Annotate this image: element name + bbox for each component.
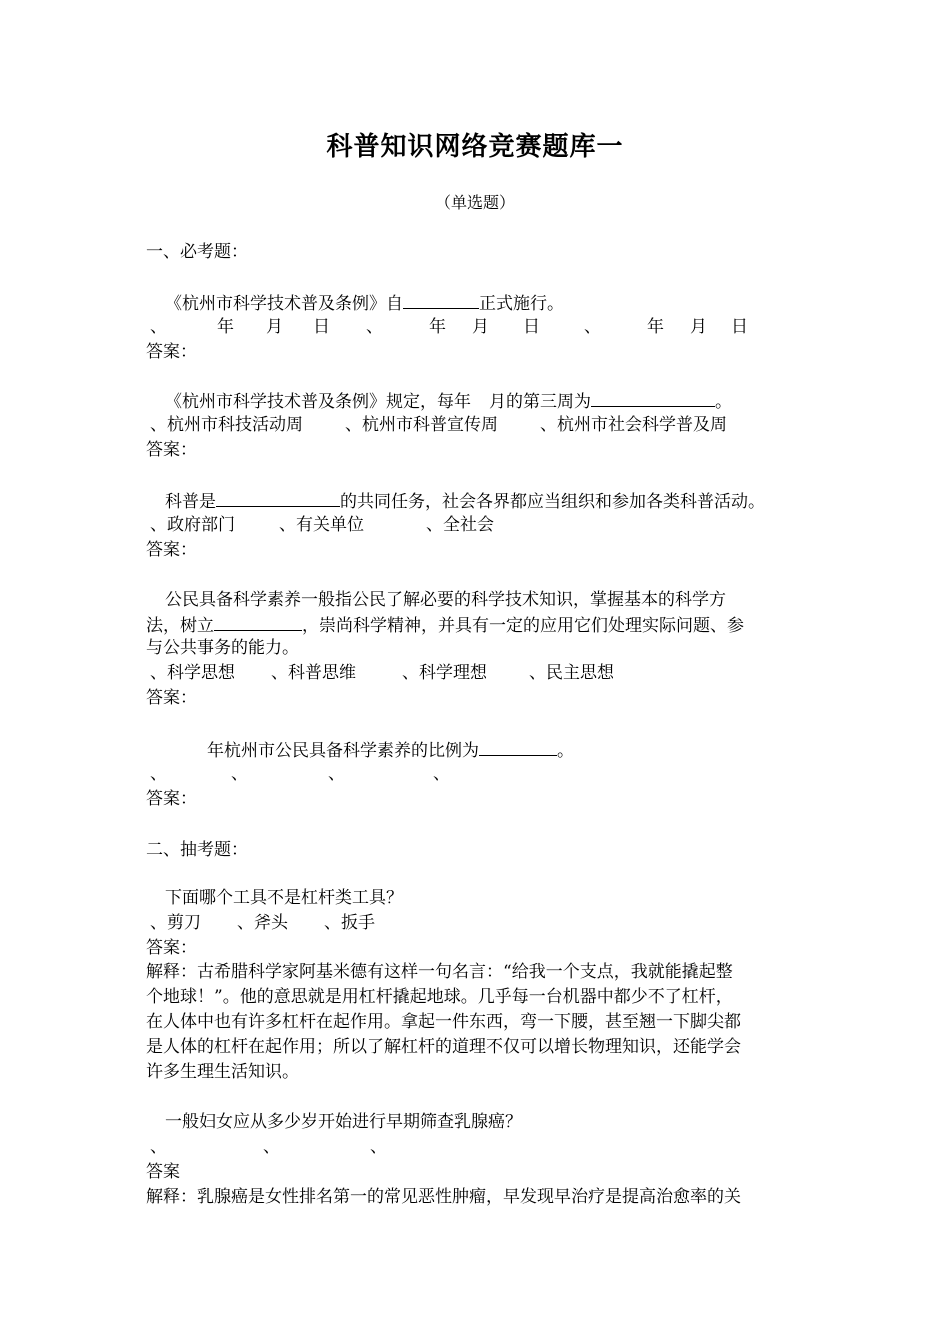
question-1-blank[interactable] — [403, 290, 479, 309]
q5-option-b-marker: 、 — [231, 764, 248, 784]
question-6-explain-5: 许多生理生活知识。 — [146, 1062, 299, 1082]
q1-option-b-year: 年 — [429, 317, 446, 337]
q4-option-b: 、科普思维 — [271, 663, 356, 683]
question-2-text — [165, 388, 732, 414]
q1-option-b-month: 月 — [472, 317, 489, 337]
q1-option-a-day: 日 — [313, 317, 330, 337]
question-6-explain-4: 是人体的杠杆在起作用；所以了解杠杆的道理不仅可以增长物理知识，还能学会 — [146, 1037, 741, 1057]
question-7-options — [150, 1135, 387, 1159]
q6-option-b: 、斧头 — [237, 913, 288, 933]
question-4-line-2 — [146, 612, 744, 638]
question-4-part-a: 法，树立 — [146, 616, 214, 636]
q6-option-a: 、剪刀 — [150, 913, 201, 933]
q3-option-a: 、政府部门 — [150, 515, 235, 535]
question-5-options — [150, 762, 450, 786]
q4-option-a: 、科学思想 — [150, 663, 235, 683]
question-4-part-b: ，崇尚科学精神，并具有一定的应用它们处理实际问题、参 — [302, 616, 744, 636]
document-subtitle: （单选题） — [434, 193, 515, 212]
question-3-text — [165, 488, 765, 514]
q5-option-d-marker: 、 — [433, 764, 450, 784]
question-3-options — [150, 513, 494, 537]
q7-option-c-marker: 、 — [370, 1137, 387, 1157]
question-2-options — [150, 413, 727, 437]
question-5-blank[interactable] — [479, 737, 557, 756]
q1-option-c-marker: 、 — [584, 317, 601, 337]
question-6-explain-2: 个地球！”。他的意思就是用杠杆撬起地球。几乎每一台机器中都少不了杠杆， — [146, 987, 733, 1007]
question-1-part-a: 《杭州市科学技术普及条例》自 — [165, 294, 403, 314]
question-1-answer: 答案： — [146, 342, 197, 362]
question-2-part-c: 。 — [715, 392, 732, 412]
question-3-part-a: 科普是 — [165, 492, 216, 512]
q4-option-c: 、科学理想 — [402, 663, 487, 683]
q1-option-a-marker: 、 — [150, 317, 167, 337]
question-5-text — [207, 737, 574, 763]
q2-option-b: 、杭州市科普宣传周 — [345, 415, 498, 435]
section-heading-random: 二、抽考题： — [146, 840, 248, 860]
question-6-explain-1: 解释：古希腊科学家阿基米德有这样一句名言：“给我一个支点，我就能撬起整 — [146, 962, 733, 982]
q1-option-b-marker: 、 — [366, 317, 383, 337]
question-4-answer: 答案： — [146, 688, 197, 708]
q5-option-a-marker: 、 — [150, 764, 167, 784]
question-1-text — [165, 290, 564, 316]
q1-option-a-month: 月 — [266, 317, 283, 337]
question-6-text: 下面哪个工具不是杠杆类工具？ — [165, 888, 403, 908]
question-1-part-b: 正式施行。 — [479, 294, 564, 314]
q1-option-a-year: 年 — [217, 317, 234, 337]
question-3-blank[interactable] — [216, 488, 340, 507]
question-2-answer: 答案： — [146, 440, 197, 460]
question-6-explain-3: 在人体中也有许多杠杆在起作用。拿起一件东西，弯一下腰，甚至翘一下脚尖都 — [146, 1012, 741, 1032]
q5-option-c-marker: 、 — [328, 764, 345, 784]
question-5-answer: 答案： — [146, 789, 197, 809]
section-heading-required: 一、必考题： — [146, 242, 248, 262]
question-3-part-b: 的共同任务，社会各界都应当组织和参加各类科普活动。 — [340, 492, 765, 512]
q2-option-a: 、杭州市科技活动周 — [150, 415, 303, 435]
question-4-options — [150, 661, 614, 685]
question-2-blank[interactable] — [591, 388, 715, 407]
q1-option-c-year: 年 — [647, 317, 664, 337]
q7-option-b-marker: 、 — [263, 1137, 280, 1157]
question-4-blank[interactable] — [214, 612, 302, 631]
q7-option-a-marker: 、 — [150, 1137, 167, 1157]
question-7-answer: 答案 — [146, 1162, 180, 1182]
question-3-answer: 答案： — [146, 540, 197, 560]
q1-option-c-month: 月 — [690, 317, 707, 337]
question-5-part-b: 。 — [557, 741, 574, 761]
question-6-answer: 答案： — [146, 938, 197, 958]
q2-option-c: 、杭州市社会科学普及周 — [540, 415, 727, 435]
question-2-part-a: 《杭州市科学技术普及条例》规定，每年 — [165, 392, 471, 412]
question-2-part-b: 月的第三周为 — [489, 392, 591, 412]
question-6-options — [150, 911, 375, 935]
question-1-options — [150, 315, 748, 339]
q1-option-c-day: 日 — [731, 317, 748, 337]
question-4-line-3: 与公共事务的能力。 — [146, 638, 299, 658]
question-4-line-1: 公民具备科学素养一般指公民了解必要的科学技术知识，掌握基本的科学方 — [165, 590, 726, 610]
q4-option-d: 、民主思想 — [529, 663, 614, 683]
question-5-part-a: 年杭州市公民具备科学素养的比例为 — [207, 741, 479, 761]
question-7-explain-1: 解释：乳腺癌是女性排名第一的常见恶性肿瘤，早发现早治疗是提高治愈率的关 — [146, 1187, 741, 1207]
document-title: 科普知识网络竞赛题库一 — [326, 132, 624, 162]
q3-option-b: 、有关单位 — [279, 515, 364, 535]
q6-option-c: 、扳手 — [324, 913, 375, 933]
q1-option-b-day: 日 — [523, 317, 540, 337]
q3-option-c: 、全社会 — [426, 515, 494, 535]
question-7-text: 一般妇女应从多少岁开始进行早期筛查乳腺癌？ — [165, 1112, 522, 1132]
